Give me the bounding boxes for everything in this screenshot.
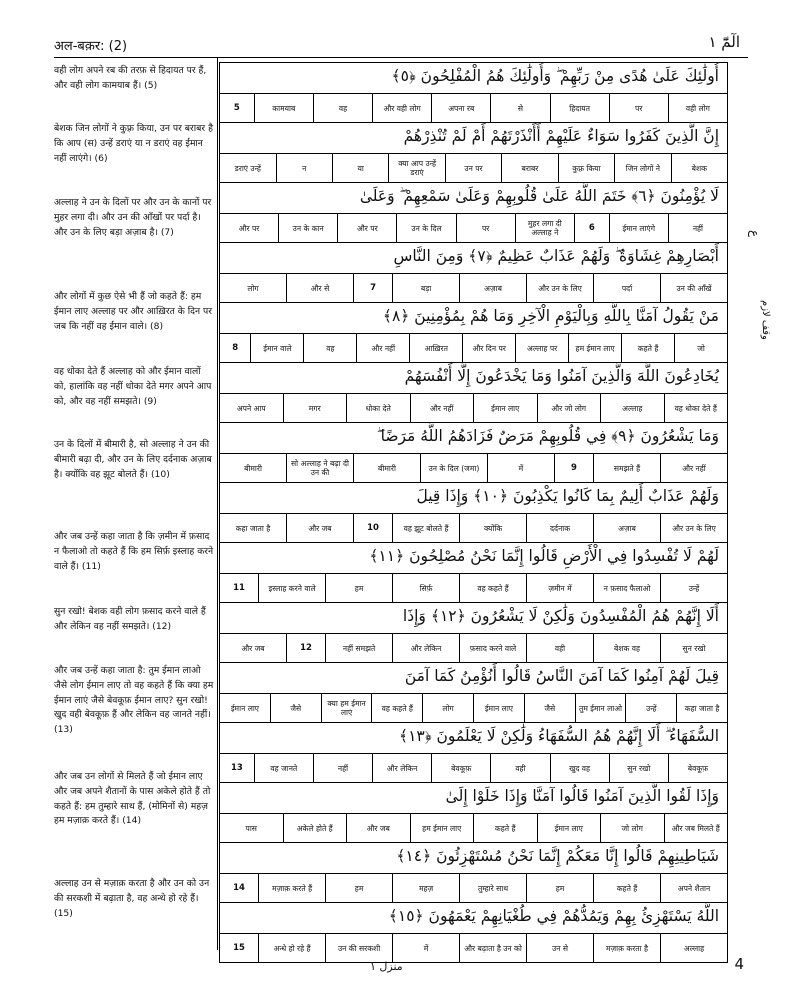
manzil-label: منزل ١ bbox=[370, 960, 403, 973]
word-cell: उन्हें bbox=[625, 694, 676, 722]
word-cell: क्या आप उन्हें डराएं bbox=[388, 154, 444, 182]
word-cell: कहते हैं bbox=[473, 814, 537, 842]
ruku-mark: ع bbox=[748, 230, 762, 238]
word-cell: अल्लाह पर bbox=[515, 334, 568, 362]
word-translation-row bbox=[220, 633, 727, 662]
word-cell: हिदायत bbox=[550, 94, 609, 122]
word-cell: क्या हम ईमान लाएं bbox=[321, 694, 372, 722]
arabic-line: اللَّهُ يَسْتَهْزِئُ بِهِمْ وَيَمُدُّهُمْ فِي طُغْيَانِهِمْ يَعْمَهُونَ ﴿١٥﴾ bbox=[220, 902, 727, 933]
word-cell: लोग bbox=[422, 694, 473, 722]
word-cell: और उन के लिए bbox=[660, 514, 727, 542]
word-translation-row bbox=[220, 393, 727, 422]
word-cell: और दिन पर bbox=[462, 334, 515, 362]
word-cell: उन से bbox=[526, 934, 593, 962]
word-cell: से bbox=[490, 94, 549, 122]
word-cell: 5 bbox=[233, 102, 240, 113]
surah-title: अल-बक़र: (2) bbox=[54, 39, 128, 54]
word-cell: बड़ा bbox=[392, 274, 459, 302]
word-cell: और वही लोग bbox=[372, 94, 431, 122]
translation-paragraph: और जब उन्हें कहा जाता है: तुम ईमान लाओ जैसे लोग ईमान लाए तो वह कहते हैं कि क्या हम ईमान लाएं जैसे बेवकूफ़ ईमान लाए? सुन रखो! खुद वही बेवकूफ़ हैं और लेकिन वह जानते नहीं। (13) bbox=[54, 665, 214, 736]
word-cell: 13 bbox=[230, 762, 243, 773]
translation-paragraph: और लोगों में कुछ ऐसे भी हैं जो कहते हैं: हम ईमान लाए अल्लाह पर और आख़िरत के दिन पर जब कि नहीं वह ईमान वाले। (8) bbox=[54, 291, 212, 332]
word-cell: जिन लोगों ने bbox=[614, 154, 670, 182]
word-cell: और जब मिलते हैं bbox=[664, 814, 728, 842]
word-cell: हम ईमान लाए bbox=[410, 814, 474, 842]
word-cell: और बढ़ाता है उन को bbox=[459, 934, 526, 962]
word-cell: पर bbox=[609, 94, 668, 122]
word-translation-row bbox=[220, 153, 727, 182]
word-cell: बेशक bbox=[671, 154, 727, 182]
word-cell: उन के दिल bbox=[396, 214, 455, 242]
word-cell: क्योंकि bbox=[459, 514, 526, 542]
word-cell: बेवकूफ़ bbox=[668, 754, 727, 782]
word-cell: जैसे bbox=[270, 694, 321, 722]
word-cell: और नहीं bbox=[660, 454, 727, 482]
word-cell: नहीं समझते bbox=[325, 634, 392, 662]
word-cell: उन के कान bbox=[278, 214, 337, 242]
word-translation-row bbox=[220, 573, 727, 602]
word-cell: पास bbox=[245, 823, 257, 833]
word-cell: ईमान लाए bbox=[473, 394, 537, 422]
word-cell: बेवकूफ़ bbox=[431, 754, 490, 782]
word-cell: सिर्फ़ bbox=[392, 574, 459, 602]
word-cell: तुम्हारे साथ bbox=[459, 874, 526, 902]
arabic-line: أُولَٰئِكَ عَلَىٰ هُدًى مِنْ رَبِّهِمْ ۖ وَأُولَٰئِكَ هُمُ الْمُفْلِحُونَ ﴿٥﴾ bbox=[220, 62, 727, 93]
word-cell: बराबर bbox=[501, 154, 557, 182]
word-cell: बीमारी bbox=[244, 463, 262, 473]
word-cell: नहीं bbox=[313, 754, 372, 782]
translation-paragraph: वह धोका देते हैं अल्लाह को और ईमान वालों को, हालांकि वह नहीं धोका देते मगर अपने आप को, और वह नहीं समझते। (9) bbox=[54, 366, 212, 407]
translation-paragraph: और जब उन लोगों से मिलते हैं जो ईमान लाए और जब अपने शैतानों के पास अकेले होते हैं तो कहते हैं: हम तुम्हारे साथ हैं, (मोमिनों से) महज़ हम मज़ाक़ करते हैं। (14) bbox=[54, 771, 211, 827]
word-cell: तुम ईमान लाओ bbox=[575, 694, 626, 722]
translation-paragraph: उन के दिलों में बीमारी है, सो अल्लाह ने उन की बीमारी बढ़ा दी, और उन के लिए दर्दनाक अज़ाब है। क्योंकि वह झूट बोलते हैं। (10) bbox=[54, 439, 212, 480]
word-cell: और पर bbox=[337, 214, 396, 242]
word-cell: ईमान लाएंगे bbox=[609, 214, 668, 242]
word-cell: उन की सरकशी bbox=[325, 934, 392, 962]
word-cell: मज़ाक़ करते हैं bbox=[258, 874, 325, 902]
word-cell: लोग bbox=[247, 283, 259, 293]
translation-paragraph: सुन रखो! बेशक वही लोग फ़साद करने वाले हैं और लेकिन वह नहीं समझते। (12) bbox=[54, 606, 206, 632]
translation-column bbox=[54, 62, 216, 950]
word-cell: अपना रब bbox=[431, 94, 490, 122]
word-cell: में bbox=[392, 934, 459, 962]
word-cell: उन पर bbox=[445, 154, 501, 182]
arabic-line: وَإِذَا لَقُوا الَّذِينَ آمَنُوا قَالُوا آمَنَّا وَإِذَا خَلَوْا إِلَىٰ bbox=[220, 782, 727, 813]
word-cell: और लेकिन bbox=[372, 754, 431, 782]
word-cell: महज़ bbox=[392, 874, 459, 902]
word-cell: 9 bbox=[554, 454, 593, 482]
word-cell: अल्लाह bbox=[660, 934, 727, 962]
word-cell: वही लोग bbox=[668, 94, 727, 122]
word-cell: डराएं उन्हें bbox=[234, 163, 261, 173]
word-cell: या bbox=[332, 154, 388, 182]
word-cell: हम bbox=[526, 874, 593, 902]
word-cell: और पर bbox=[238, 223, 260, 233]
word-cell: वह झूट बोलते हैं bbox=[392, 514, 459, 542]
word-cell: और जब bbox=[241, 643, 265, 653]
word-cell: हम bbox=[325, 874, 392, 902]
word-cell: पर bbox=[456, 214, 515, 242]
word-cell: वह जानते bbox=[254, 754, 313, 782]
word-cell: वही bbox=[526, 634, 593, 662]
header-rule bbox=[54, 57, 748, 58]
word-cell: 14 bbox=[233, 882, 245, 893]
word-cell: और जो लोग bbox=[537, 394, 601, 422]
word-cell: जैसे bbox=[524, 694, 575, 722]
word-cell: कहा जाता है bbox=[235, 523, 271, 533]
word-cell: सुन रखो bbox=[609, 754, 668, 782]
word-cell: कहते हैं bbox=[621, 334, 674, 362]
word-cell: और जब bbox=[286, 514, 353, 542]
word-cell: वह कहते हैं bbox=[459, 574, 526, 602]
word-cell: ईमान लाए bbox=[473, 694, 524, 722]
translation-paragraph: वही लोग अपने रब की तरफ़ से हिदायत पर हैं, और वही लोग कामयाब हैं। (5) bbox=[54, 65, 207, 91]
arabic-line: قِيلَ لَهُمْ آمِنُوا كَمَا آمَنَ النَّاسُ قَالُوا أَنُؤْمِنُ كَمَا آمَنَ bbox=[220, 662, 727, 693]
word-cell: अकेले होते हैं bbox=[283, 814, 347, 842]
word-cell: मुहर लगा दी अल्लाह ने bbox=[515, 214, 574, 242]
verse-grid bbox=[219, 62, 728, 963]
arabic-line: مَنْ يَقُولُ آمَنَّا بِاللَّهِ وَبِالْيَوْمِ الْآخِرِ وَمَا هُمْ بِمُؤْمِنِينَ ﴿٨﴾ bbox=[220, 302, 727, 333]
word-translation-row bbox=[220, 693, 727, 722]
word-cell: 6 bbox=[574, 214, 609, 242]
word-translation-row bbox=[220, 333, 727, 362]
word-cell: फ़साद करने वाले bbox=[459, 634, 526, 662]
word-cell: और से bbox=[286, 274, 353, 302]
word-cell: न फ़साद फैलाओ bbox=[593, 574, 660, 602]
page-number: 4 bbox=[734, 955, 744, 973]
word-cell: कहा जाता है bbox=[676, 694, 727, 722]
word-cell: 11 bbox=[233, 582, 245, 593]
word-cell: खुद वह bbox=[550, 754, 609, 782]
word-cell: दर्दनाक bbox=[526, 514, 593, 542]
translation-paragraph: अल्लाह ने उन के दिलों पर और उन के कानों पर मुहर लगा दी। और उन की आँखों पर पर्दा है। और उन के लिए बड़ा अज़ाब है। (7) bbox=[54, 197, 212, 238]
word-cell: वह कहते हैं bbox=[371, 694, 422, 722]
word-cell: वही bbox=[490, 754, 549, 782]
word-cell: मगर bbox=[283, 394, 347, 422]
translation-paragraph: बेशक जिन लोगों ने कुफ़्र किया, उन पर बराबर है कि आप (स) उन्हें डराएं या न डराएं वह ईमान नहीं लाएंगे। (6) bbox=[54, 123, 213, 164]
arabic-line: لَهُمْ لَا تُفْسِدُوا فِي الْأَرْضِ قَالُوا إِنَّمَا نَحْنُ مُصْلِحُونَ ﴿١١﴾ bbox=[220, 542, 727, 573]
arabic-line: لَا يُؤْمِنُونَ ﴿٦﴾ خَتَمَ اللَّهُ عَلَىٰ قُلُوبِهِمْ وَعَلَىٰ سَمْعِهِمْ ۖ وَعَلَىٰ bbox=[220, 182, 727, 213]
word-cell: आख़िरत bbox=[409, 334, 462, 362]
word-cell: धोका देते bbox=[346, 394, 410, 422]
word-cell: अन्धे हो रहे हैं bbox=[258, 934, 325, 962]
word-cell: 15 bbox=[233, 942, 245, 953]
word-cell: कहते हैं bbox=[593, 874, 660, 902]
word-cell: ईमान लाए bbox=[230, 703, 260, 713]
word-cell: उन के दिल (जमा) bbox=[420, 454, 487, 482]
word-cell: अज़ाब bbox=[459, 274, 526, 302]
word-cell: अल्लाह bbox=[600, 394, 664, 422]
word-cell: कुफ़्र किया bbox=[558, 154, 614, 182]
word-cell: और उन के लिए bbox=[526, 274, 593, 302]
word-cell: हम bbox=[325, 574, 392, 602]
arabic-line: السُّفَهَاءُ ۗ أَلَا إِنَّهُمْ هُمُ السُّفَهَاءُ وَلَٰكِنْ لَا يَعْلَمُونَ ﴿١٣﴾ bbox=[220, 722, 727, 753]
arabic-line: وَلَهُمْ عَذَابٌ أَلِيمٌ بِمَا كَانُوا يَكْذِبُونَ ﴿١٠﴾ وَإِذَا قِيلَ bbox=[220, 482, 727, 513]
arabic-line: أَبْصَارِهِمْ غِشَاوَةٌ ۖ وَلَهُمْ عَذَابٌ عَظِيمٌ ﴿٧﴾ وَمِنَ النَّاسِ bbox=[220, 242, 727, 273]
word-cell: बीमारी bbox=[353, 454, 420, 482]
word-cell: जो लोग bbox=[600, 814, 664, 842]
word-cell: न bbox=[276, 154, 332, 182]
word-cell: 8 bbox=[232, 342, 239, 353]
word-cell: में bbox=[487, 454, 554, 482]
translation-paragraph: और जब उन्हें कहा जाता है कि ज़मीन में फ़साद न फैलाओ तो कहते हैं कि हम सिर्फ़ इस्लाह करने वाले हैं। (11) bbox=[54, 531, 214, 572]
word-cell: कामयाब bbox=[254, 94, 313, 122]
word-cell: वह धोका देते हैं bbox=[664, 394, 728, 422]
word-translation-row bbox=[220, 753, 727, 782]
word-cell: इस्लाह करने वाले bbox=[258, 574, 325, 602]
word-cell: मज़ाक़ करता है bbox=[593, 934, 660, 962]
word-cell: अज़ाब bbox=[593, 514, 660, 542]
word-cell: और नहीं bbox=[410, 394, 474, 422]
translation-paragraph: अल्लाह उन से मज़ाक़ करता है और उन को उन की सरकशी में बढ़ाता है, वह अन्धे हो रहे हैं। (15) bbox=[54, 878, 210, 919]
word-cell: वह bbox=[303, 334, 356, 362]
waqf-mark: وقف لازم bbox=[760, 300, 771, 340]
column-divider bbox=[217, 58, 218, 950]
arabic-line: شَيَاطِينِهِمْ قَالُوا إِنَّا مَعَكُمْ إِنَّمَا نَحْنُ مُسْتَهْزِئُونَ ﴿١٤﴾ bbox=[220, 842, 727, 873]
word-cell: ईमान लाए bbox=[537, 814, 601, 842]
word-cell: 10 bbox=[353, 514, 392, 542]
word-cell: अपने शैतान bbox=[660, 874, 727, 902]
word-cell: बेशक वह bbox=[593, 634, 660, 662]
word-cell: जो bbox=[674, 334, 727, 362]
word-cell: समझते हैं bbox=[593, 454, 660, 482]
juz-title: الٓمّٓ ١ bbox=[708, 33, 740, 51]
word-cell: सुन रखो bbox=[660, 634, 727, 662]
word-translation-row bbox=[220, 213, 727, 242]
arabic-line: إِنَّ الَّذِينَ كَفَرُوا سَوَاءٌ عَلَيْهِمْ أَأَنْذَرْتَهُمْ أَمْ لَمْ تُنْذِرْهُمْ bbox=[220, 122, 727, 153]
word-translation-row bbox=[220, 273, 727, 302]
word-translation-row bbox=[220, 813, 727, 842]
word-cell: और नहीं bbox=[356, 334, 409, 362]
word-cell: हम ईमान लाए bbox=[568, 334, 621, 362]
word-cell: 12 bbox=[286, 634, 325, 662]
arabic-line: وَمَا يَشْعُرُونَ ﴿٩﴾ فِي قُلُوبِهِمْ مَرَضٌ فَزَادَهُمُ اللَّهُ مَرَضًا ۖ bbox=[220, 422, 727, 453]
word-translation-row bbox=[220, 513, 727, 542]
word-cell: 7 bbox=[353, 274, 392, 302]
word-cell: वह bbox=[313, 94, 372, 122]
word-cell: ज़मीन में bbox=[526, 574, 593, 602]
word-cell: और जब bbox=[346, 814, 410, 842]
word-cell: उन की आँखें bbox=[660, 274, 727, 302]
word-cell: और लेकिन bbox=[392, 634, 459, 662]
word-translation-row bbox=[220, 933, 727, 962]
word-cell: उन्हें bbox=[660, 574, 727, 602]
arabic-line: أَلَا إِنَّهُمْ هُمُ الْمُفْسِدُونَ وَلَٰكِنْ لَا يَشْعُرُونَ ﴿١٢﴾ وَإِذَا bbox=[220, 602, 727, 633]
word-cell: पर्दा bbox=[593, 274, 660, 302]
word-translation-row bbox=[220, 453, 727, 482]
word-cell: ईमान वाले bbox=[250, 334, 303, 362]
word-cell: नहीं bbox=[668, 214, 727, 242]
word-translation-row bbox=[220, 873, 727, 902]
word-cell: सो अल्लाह ने बढ़ा दी उन की bbox=[286, 454, 353, 482]
word-cell: अपने आप bbox=[236, 403, 266, 413]
word-translation-row bbox=[220, 93, 727, 122]
arabic-line: يُخَادِعُونَ اللَّهَ وَالَّذِينَ آمَنُوا وَمَا يَخْدَعُونَ إِلَّا أَنْفُسَهُمْ bbox=[220, 362, 727, 393]
